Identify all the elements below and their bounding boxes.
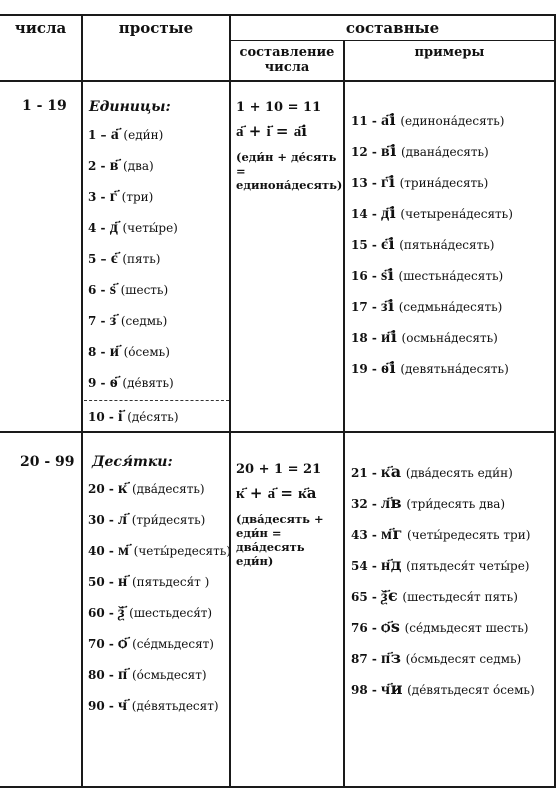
number-label: 60 - xyxy=(88,606,114,620)
number-label: 20 - xyxy=(88,482,114,496)
numeral-row xyxy=(88,602,212,622)
column-divider-2 xyxy=(229,14,231,788)
numeral-gloss: (четырена́десять) xyxy=(400,207,513,221)
numeral-gloss: (двана́десять) xyxy=(400,145,489,159)
header-examples: примеры xyxy=(414,45,485,60)
church-slavonic-numeral: н҃ xyxy=(118,571,128,590)
numeral-gloss: (четы́ре) xyxy=(122,221,178,235)
church-slavonic-numeral: а҃ xyxy=(110,124,120,143)
number-label: 3 - xyxy=(88,190,106,204)
numeral-gloss: (седмь) xyxy=(120,314,168,328)
church-slavonic-numeral: з҃і xyxy=(381,296,395,315)
numeral-row xyxy=(351,327,498,347)
numeral-gloss: (де́сять) xyxy=(127,410,179,424)
numeral-row xyxy=(351,493,505,513)
number-label: 50 - xyxy=(88,575,114,589)
numeral-gloss: (три́десять) xyxy=(131,513,206,527)
number-label: 13 - xyxy=(351,176,377,190)
numeral-gloss: (два́десять еди́н) xyxy=(405,466,513,480)
column-divider-1 xyxy=(81,14,83,788)
number-label: 21 - xyxy=(351,466,377,480)
numeral-gloss: (шесть) xyxy=(120,283,169,297)
church-slavonic-numeral: в҃і xyxy=(381,141,397,160)
numeral-gloss: (о́смьдесят седмь) xyxy=(405,652,522,666)
numeral-row xyxy=(88,279,168,299)
numeral-gloss: (пятьдеся́т четы́ре) xyxy=(406,559,530,573)
church-slavonic-numeral: и҃ xyxy=(109,341,120,360)
numeral-gloss: (пятьна́десять) xyxy=(399,238,495,252)
numeral-row xyxy=(351,586,518,606)
composition-formula-1: 1 + 10 = 11 xyxy=(236,100,322,115)
numeral-row xyxy=(88,155,154,175)
church-slavonic-numeral: н҃д xyxy=(381,555,402,574)
header-numbers: числа xyxy=(14,19,67,37)
church-slavonic-numeral: д҃ xyxy=(109,217,119,236)
numeral-row xyxy=(88,540,231,560)
church-slavonic-numeral: з҃ xyxy=(109,310,117,329)
number-label: 90 - xyxy=(88,699,114,713)
units-ten-row xyxy=(88,406,179,426)
number-label: 16 - xyxy=(351,269,377,283)
table-top-border xyxy=(0,14,556,16)
numeral-row xyxy=(88,248,160,268)
header-compound: составные xyxy=(345,19,440,37)
number-label: 32 - xyxy=(351,497,377,511)
number-label: 5 – xyxy=(88,252,107,266)
numeral-row xyxy=(351,555,529,575)
numeral-row xyxy=(88,217,178,237)
numeral-gloss: (четы́редесять) xyxy=(133,544,231,558)
numeral-row xyxy=(88,633,214,653)
number-label: 18 - xyxy=(351,331,377,345)
numeral-row xyxy=(351,648,521,668)
numeral-row xyxy=(88,124,163,144)
numeral-row xyxy=(351,296,502,316)
number-label: 17 - xyxy=(351,300,377,314)
church-slavonic-numeral: є҃і xyxy=(381,234,396,253)
church-slavonic-numeral: к҃а xyxy=(381,462,402,481)
number-label: 54 - xyxy=(351,559,377,573)
numeral-gloss: (еди́н) xyxy=(123,128,164,142)
numeral-row xyxy=(88,372,174,392)
numeral-gloss: (де́вять) xyxy=(122,376,174,390)
number-label: 4 - xyxy=(88,221,106,235)
numeral-gloss: (се́дмьдесят) xyxy=(132,637,214,651)
church-slavonic-numeral: і҃ xyxy=(118,406,123,425)
church-slavonic-numeral: ѳ҃і xyxy=(381,358,397,377)
table-right-border xyxy=(554,14,556,788)
number-label: 80 - xyxy=(88,668,114,682)
numeral-gloss: (се́дмьдесят шесть) xyxy=(404,621,529,635)
numeral-row xyxy=(88,509,205,529)
number-label: 98 - xyxy=(351,683,377,697)
numeral-row xyxy=(351,358,509,378)
numeral-row xyxy=(351,462,513,482)
numeral-gloss: (единона́десять) xyxy=(400,114,505,128)
church-slavonic-numeral: ѯ҃ xyxy=(118,602,125,621)
numeral-gloss: (шестьдеся́т пять) xyxy=(402,590,518,604)
church-slavonic-numeral: п҃з xyxy=(381,648,402,667)
numeral-row xyxy=(351,265,503,285)
composition-formula-cs-1: а҃ + і҃ = а҃і xyxy=(236,122,307,140)
church-slavonic-numeral: а҃і xyxy=(381,110,397,129)
section-divider xyxy=(0,431,556,433)
numeral-gloss: (три) xyxy=(121,190,154,204)
church-slavonic-numeral: ч҃и xyxy=(381,679,403,698)
church-slavonic-numeral: ѳ҃ xyxy=(109,372,119,391)
church-slavonic-numeral: г҃і xyxy=(381,172,396,191)
number-label: 9 - xyxy=(88,376,106,390)
church-slavonic-numeral: ѻ҃ѕ xyxy=(381,617,401,636)
header-simple: простые xyxy=(118,19,194,37)
church-slavonic-numeral: ѻ҃ xyxy=(118,633,128,652)
numeral-gloss: (девятьна́десять) xyxy=(400,362,509,376)
numeral-row xyxy=(88,695,219,715)
numeral-row xyxy=(88,310,167,330)
number-label: 87 - xyxy=(351,652,377,666)
numeral-gloss: (осмьна́десять) xyxy=(401,331,498,345)
header-composition: составление числа xyxy=(239,45,335,75)
numeral-row xyxy=(351,234,494,254)
numeral-row xyxy=(88,571,209,591)
church-slavonic-numeral: є҃ xyxy=(110,248,119,267)
units-title: Единицы: xyxy=(89,99,171,115)
church-slavonic-numeral: л҃ xyxy=(118,509,128,528)
church-slavonic-numeral: м҃г xyxy=(381,524,403,543)
number-label: 65 - xyxy=(351,590,377,604)
number-label: 8 - xyxy=(88,345,106,359)
church-slavonic-numeral: ч҃ xyxy=(118,695,128,714)
church-slavonic-numeral: г҃ xyxy=(109,186,118,205)
number-label: 15 - xyxy=(351,238,377,252)
church-slavonic-numeral: к҃ xyxy=(118,478,128,497)
church-slavonic-numeral: д҃і xyxy=(381,203,397,222)
numeral-row xyxy=(88,478,205,498)
church-slavonic-numeral: ѯ҃є xyxy=(381,586,399,605)
subheader-divider xyxy=(229,40,556,41)
number-label: 40 - xyxy=(88,544,114,558)
church-slavonic-numeral: и҃і xyxy=(381,327,398,346)
range-1-19: 1 - 19 xyxy=(22,98,67,114)
numeral-row xyxy=(351,141,489,161)
number-label: 2 - xyxy=(88,159,106,173)
number-label: 30 - xyxy=(88,513,114,527)
numeral-gloss: (седмьна́десять) xyxy=(398,300,503,314)
church-slavonic-numeral: ѕ҃і xyxy=(381,265,395,284)
number-label: 43 - xyxy=(351,528,377,542)
numeral-gloss: (о́семь) xyxy=(123,345,170,359)
numeral-gloss: (де́вятьдесят о́семь) xyxy=(407,683,535,697)
composition-formula-2: 20 + 1 = 21 xyxy=(236,462,322,477)
numeral-row xyxy=(88,186,153,206)
composition-note-2: (два́десять + еди́н = два́десять еди́н) xyxy=(236,512,324,568)
numeral-gloss: (пятьдеся́т ) xyxy=(131,575,210,589)
number-label: 1 – xyxy=(88,128,107,142)
numeral-row xyxy=(88,341,170,361)
numeral-row xyxy=(88,664,207,684)
numeral-gloss: (трина́десять) xyxy=(399,176,489,190)
composition-formula-cs-2: к҃ + а҃ = к҃а xyxy=(236,484,317,502)
numeral-row xyxy=(351,110,505,130)
numeral-gloss: (де́вятьдесят) xyxy=(131,699,219,713)
header-bottom-border xyxy=(0,80,556,82)
range-20-99: 20 - 99 xyxy=(20,454,75,470)
number-label: 14 - xyxy=(351,207,377,221)
numeral-gloss: (два) xyxy=(123,159,154,173)
table-bottom-border xyxy=(0,786,556,788)
number-label: 76 - xyxy=(351,621,377,635)
number-label: 70 - xyxy=(88,637,114,651)
church-slavonic-numeral: м҃ xyxy=(118,540,130,559)
number-label: 19 - xyxy=(351,362,377,376)
church-slavonic-numeral: л҃в xyxy=(381,493,403,512)
numeral-gloss: (три́десять два) xyxy=(406,497,506,511)
numeral-gloss: (пять) xyxy=(122,252,161,266)
column-divider-3 xyxy=(343,41,345,788)
numeral-gloss: (два́десять) xyxy=(131,482,205,496)
number-label: 7 - xyxy=(88,314,106,328)
numeral-gloss: (шестьна́десять) xyxy=(398,269,504,283)
numeral-row xyxy=(351,679,535,699)
numeral-row xyxy=(351,203,513,223)
numeral-row xyxy=(351,172,488,192)
number-label: 10 - xyxy=(88,410,114,424)
tens-title: Деся́тки: xyxy=(92,454,173,470)
composition-note-1: (еди́н + де́сять = единона́десять) xyxy=(236,150,343,192)
number-label: 6 - xyxy=(88,283,106,297)
numeral-row xyxy=(351,617,528,637)
church-slavonic-numeral: п҃ xyxy=(118,664,128,683)
numeral-gloss: (о́смьдесят) xyxy=(131,668,207,682)
units-tens-dashed-divider xyxy=(84,400,229,401)
church-slavonic-numeral: ѕ҃ xyxy=(109,279,117,298)
church-slavonic-numeral: в҃ xyxy=(109,155,119,174)
number-label: 11 - xyxy=(351,114,377,128)
numeral-row xyxy=(351,524,530,544)
numeral-gloss: (четы́редесять три) xyxy=(406,528,531,542)
numeral-gloss: (шестьдеся́т) xyxy=(129,606,213,620)
number-label: 12 - xyxy=(351,145,377,159)
